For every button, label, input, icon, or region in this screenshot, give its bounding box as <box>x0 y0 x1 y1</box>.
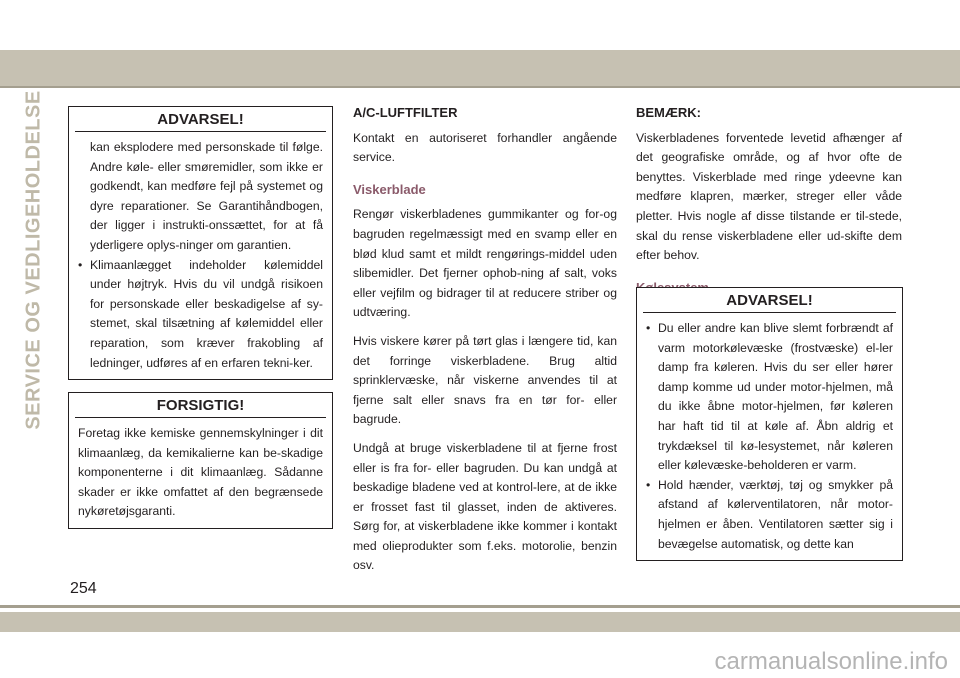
page-number: 254 <box>70 580 97 597</box>
warning-title-right: ADVARSEL! <box>643 288 896 313</box>
cooling-bullet-1 <box>646 319 893 476</box>
cooling-bullet-2 <box>646 476 893 554</box>
wipers-para-2: Hvis viskere kører på tørt glas i længere tid, kan det forringe viskerbladene. Brug altid sprinklervæske, når viskerne anvendes til at fjerne salt eller snavs fra en tør for- eller bagrude. <box>353 333 617 427</box>
warning-title: ADVARSEL! <box>75 107 326 132</box>
note-heading: BEMÆRK: <box>636 105 701 120</box>
cooling-bullet-2-text: Hold hænder, værktøj, tøj og smykker på afstand af kølerventilatoren, når motor-hjelmen er åben. Ventilatoren sætter sig i bevægelse automatisk, og dette kan <box>658 477 893 551</box>
warning-box-left <box>68 106 333 380</box>
header-band <box>0 50 960 86</box>
wipers-para-3: Undgå at bruge viskerbladene til at fjerne frost eller is fra for- eller bagruden. Du kan undgå at beskadige bladene ved at kontrol-lere, at de ikke er frosset fast til glasset, inden de aktiveres. Sørg for, at viskerbladene ikke kommer i kontakt med olieprodukter som f.eks. motorolie, benzin osv. <box>353 440 617 573</box>
middle-column <box>353 103 617 585</box>
page-top-margin <box>0 0 960 50</box>
warning-bullet <box>78 256 323 374</box>
header-rule <box>0 86 960 88</box>
filter-text: Kontakt en autoriseret forhandler angående service. <box>353 130 617 165</box>
bullet-dot: • <box>646 477 651 492</box>
wipers-heading: Viskerblade <box>353 181 426 197</box>
bullet-dot: • <box>646 321 651 335</box>
note-text: Viskerbladenes forventede levetid afhænger af det geografiske område, og af hvor ofte de benyttes. Viskerblade med ringe ydeevne kan medføre klapren, mærker, streger eller våde pletter. Hvis nogle af disse tilstande er til-stede, skal du rense viskerbladene eller ud-skifte dem efter behov. <box>636 130 902 263</box>
bullet-dot: • <box>78 257 83 272</box>
warning-box-right <box>636 287 903 561</box>
section-side-label <box>14 90 54 430</box>
warning-continued-text: kan eksplodere med personskade til følge. Andre køle- eller smøremidler, som ikke er godkendt, kan medføre fejl på systemet og dyre reparationer. Se Garantihåndbogen, der ligger i instrukti-onssættet, for at få yderligere oplys-ninger om garantien. <box>90 140 323 252</box>
caution-box <box>68 392 333 529</box>
side-label-text: SERVICE OG VEDLIGEHOLDELSE <box>22 90 45 430</box>
right-column <box>636 103 902 303</box>
caution-text: Foretag ikke kemiske gennemskylninger i dit klimaanlæg, da kemikalierne kan be-skadige komponenterne i dit klimaanlæg. Sådanne skader er ikke omfattet af den begrænsede nykøretøjsgaranti. <box>78 426 323 519</box>
filter-heading: A/C-LUFTFILTER <box>353 105 458 120</box>
wipers-para-1: Rengør viskerbladenes gummikanter og for-og bagruden regelmæssigt med en svamp eller en blød klud samt et mildt rengørings-middel uden slibemidler. Det fjerner ophob-ning af salt, voks eller vejfilm og bidrager til at reducere striber og udtværing. <box>353 207 617 320</box>
cooling-bullet-1-text: Du eller andre kan blive slemt forbrændt af varm motorkølevæske (frostvæske) el-ler damp fra køleren. Hvis du ser eller hører damp komme ud under motor-hjelmen, må du ikke åbne motor-hjelmen, før køleren har haft tid til at køle af. Åbn aldrig et trykdæksel til kø-lesystemet, når køleren eller kølevæske-beholderen er varm. <box>658 321 893 473</box>
footer-rule <box>0 605 960 608</box>
warning-bullet-text: Klimaanlægget indeholder kølemiddel under højtryk. Hvis du vil undgå risikoen for personskade eller beskadigelse af sy-stemet, skal tilsætning af kølemiddel eller reparation, som kræver frakobling af ledninger, udføres af en erfaren tekni-ker. <box>90 257 323 370</box>
footer-band <box>0 612 960 632</box>
watermark-text: carmanualsonline.info <box>714 648 948 675</box>
caution-title: FORSIGTIG! <box>75 393 326 418</box>
